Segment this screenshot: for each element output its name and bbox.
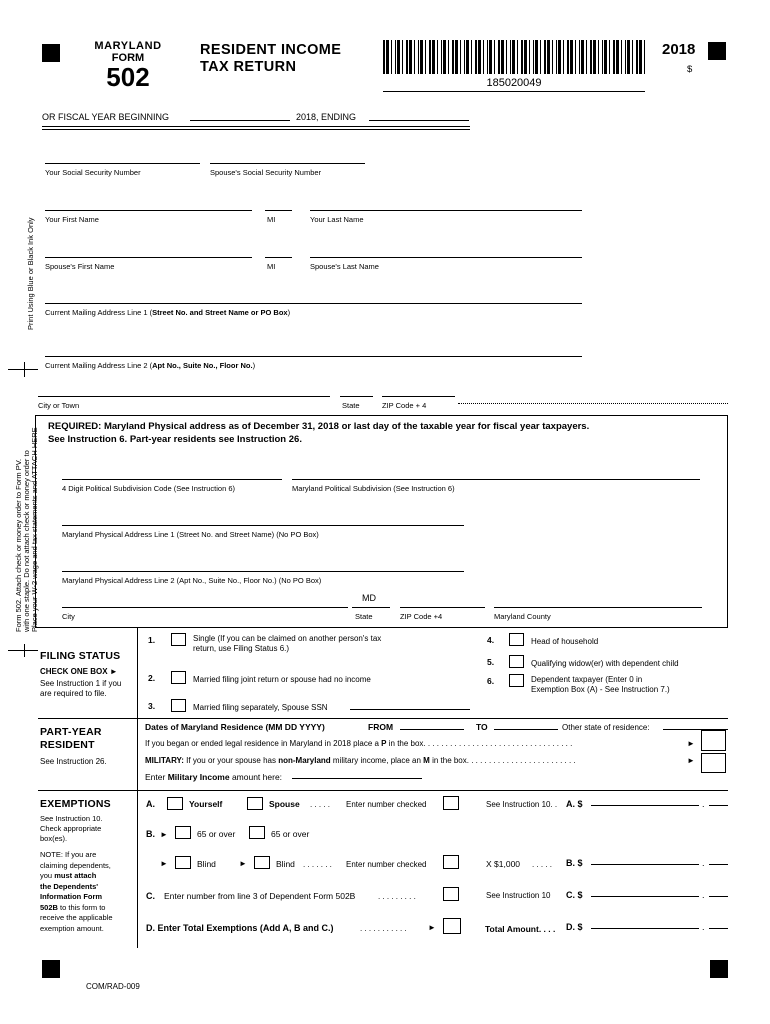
exemption-a-cents-input[interactable]	[709, 793, 728, 806]
other-state-label: Other state of residence:	[562, 723, 650, 732]
exemption-a-count-box[interactable]	[443, 796, 459, 810]
exemption-b-multiplier-label: X $1,000	[486, 859, 521, 869]
p-residence-line: If you began or ended legal residence in Maryland in 2018 place a P in the box. . . . . . . . . . . . . . . . . . . . . . . . . . . . . . . . . .	[145, 739, 573, 748]
filing-option-3-number: 3.	[148, 701, 156, 711]
exemption-c-letter: C.	[146, 891, 155, 901]
filing-option-2-label: Married filing joint return or spouse had no income	[193, 675, 371, 684]
exemption-d-amount-input[interactable]	[591, 916, 699, 929]
zip-label: ZIP Code + 4	[382, 401, 427, 410]
spouse-first-name-input[interactable]	[45, 245, 252, 258]
exemption-c-count-box[interactable]	[443, 887, 459, 901]
mailing-address1-input[interactable]	[45, 291, 582, 304]
fiscal-begin-label: OR FISCAL YEAR BEGINNING	[42, 112, 170, 122]
spouse-ssn-label: Spouse's Social Security Number	[210, 168, 322, 177]
form-word: FORM	[111, 52, 145, 64]
required-heading-line2: See Instruction 6. Part-year residents see Instruction 26.	[48, 434, 302, 445]
filing-option-6-label: Dependent taxpayer (Enter 0 in Exemption Box (A) - See Instruction 7.)	[531, 675, 670, 695]
part-year-title-line1: PART-YEAR	[40, 726, 102, 738]
detach-dotted-line	[458, 402, 728, 404]
filing-status-see-note: See Instruction 1 if you are required to file.	[40, 679, 122, 698]
physical-address2-label: Maryland Physical Address Line 2 (Apt No., Suite No., Floor No.) (No PO Box)	[62, 576, 322, 585]
blind-self-checkbox[interactable]	[175, 856, 191, 869]
part-year-see-note: See Instruction 26.	[40, 757, 107, 766]
other-state-input[interactable]	[663, 717, 728, 730]
enter-number-checked-label-a: Enter number checked	[346, 800, 427, 809]
state-input[interactable]	[340, 384, 373, 397]
physical-county-input[interactable]	[494, 595, 702, 608]
partyear-exemptions-divider	[38, 790, 728, 791]
filing-option-2-checkbox[interactable]	[171, 671, 186, 684]
military-income-label: Enter Military Income amount here:	[145, 772, 283, 782]
attach-note-line2: with one staple. Do not attach check or money order to	[22, 450, 31, 632]
mailing-address2-label: Current Mailing Address Line 2 (Apt No., Suite No., Floor No.)	[45, 361, 256, 370]
exemptions-title: EXEMPTIONS	[40, 798, 111, 810]
exemption-b-letter: B.	[146, 829, 155, 839]
exemption-d-amount-label: D. $	[566, 922, 583, 932]
part-year-title-line2: RESIDENT	[40, 739, 95, 751]
form-code: COM/RAD-009	[86, 982, 140, 991]
form-title	[200, 42, 341, 77]
attach-note-line1: Place your W-2 wage and tax statements and ATTACH HERE	[30, 427, 39, 632]
filing-option-3-label: Married filing separately, Spouse SSN	[193, 703, 328, 712]
filing-option-6-number: 6.	[487, 676, 495, 686]
exemption-c-amount-label: C. $	[566, 890, 583, 900]
corner-mark-top-right	[708, 42, 726, 60]
to-label: TO	[476, 722, 488, 732]
last-name-label: Your Last Name	[310, 215, 364, 224]
decimal-point: .	[702, 922, 705, 932]
yourself-label: Yourself	[189, 799, 223, 809]
exemption-b-amount-label: B. $	[566, 858, 583, 868]
dot-leader: . . . . . . . . . . .	[360, 924, 407, 933]
filing-option-3-checkbox[interactable]	[171, 699, 186, 712]
enter-number-checked-label-b: Enter number checked	[346, 860, 427, 869]
barcode-underline	[383, 91, 645, 92]
city-input[interactable]	[38, 384, 330, 397]
fiscal-end-input[interactable]	[369, 108, 469, 121]
corner-mark-top-left	[42, 44, 60, 62]
state-name: MARYLAND	[94, 40, 162, 52]
mi-input[interactable]	[265, 198, 292, 211]
spouse-last-name-label: Spouse's Last Name	[310, 262, 379, 271]
over65-self-checkbox[interactable]	[175, 826, 191, 839]
b-arrow-icon-3: ►	[239, 859, 247, 868]
exemption-c-cents-input[interactable]	[709, 884, 728, 897]
check-one-box-label: CHECK ONE BOX ►	[40, 667, 118, 676]
filing-partyear-divider	[38, 718, 728, 719]
state-prefill-md: MD	[362, 593, 376, 603]
military-checkbox[interactable]	[701, 753, 726, 773]
exemption-b-amount-input[interactable]	[591, 852, 699, 865]
dot-leader: . . . . .	[532, 860, 553, 869]
physical-city-input[interactable]	[62, 595, 348, 608]
filing-option-5-number: 5.	[487, 657, 495, 667]
exemption-b-cents-input[interactable]	[709, 852, 728, 865]
mailing-address1-label: Current Mailing Address Line 1 (Street No. and Street Name or PO Box)	[45, 308, 291, 317]
physical-city-label: City	[62, 612, 75, 621]
tax-year: 2018	[662, 41, 696, 58]
mi-label: MI	[267, 215, 276, 224]
physical-address2-input[interactable]	[62, 559, 464, 572]
blind-self-label: Blind	[197, 859, 216, 869]
physical-address1-input[interactable]	[62, 513, 464, 526]
section-vertical-divider	[137, 628, 138, 948]
first-name-input[interactable]	[45, 198, 252, 211]
filing-option-6-checkbox[interactable]	[509, 674, 524, 687]
subdivision-name-input[interactable]	[292, 467, 700, 480]
print-ink-note: Print Using Blue or Black Ink Only	[26, 217, 35, 330]
registration-mark-bottom	[8, 650, 38, 651]
exemptions-note: NOTE: If you are claiming dependents, you must attach the Dependents' Information Form 502B to this form to receive the applicable exemption amount.	[40, 850, 113, 933]
b-arrow-icon-2: ►	[160, 859, 168, 868]
residence-to-input[interactable]	[494, 717, 558, 730]
filing-option-1-label: Single (If you can be claimed on another person's tax return, use Filing Status 6.)	[193, 634, 382, 654]
form-title-line2: TAX RETURN	[200, 59, 297, 76]
military-income-input[interactable]	[292, 766, 422, 779]
b-arrow-icon-1: ►	[160, 830, 168, 839]
registration-mark-bottom-tick	[24, 644, 25, 657]
exemption-d-text: D. Enter Total Exemptions (Add A, B and C.)	[146, 923, 334, 933]
military-line: MILITARY: If you or your spouse has non-Maryland military income, place an M in the box. . . . . . . . . . . . . . . . . . . . . . . . .	[145, 756, 576, 765]
subdivision-name-label: Maryland Political Subdivision (See Instruction 6)	[292, 484, 455, 493]
filing-option-4-checkbox[interactable]	[509, 633, 524, 646]
required-heading-line1: REQUIRED: Maryland Physical address as of December 31, 2018 or last day of the taxable year for fiscal year taxpayers.	[48, 421, 590, 432]
corner-mark-bottom-right	[710, 960, 728, 978]
exemption-yourself-checkbox[interactable]	[167, 797, 183, 810]
attach-note-line3: Form 502. Attach check or money order to Form PV.	[14, 458, 23, 632]
currency-symbol: $	[687, 64, 693, 75]
over65-spouse-label: 65 or over	[271, 829, 310, 839]
decimal-point: .	[702, 890, 705, 900]
fiscal-end-label: 2018, ENDING	[296, 112, 357, 122]
subdivision-code-label: 4 Digit Political Subdivision Code (See Instruction 6)	[62, 484, 236, 493]
dot-leader: . . . . . . .	[303, 860, 332, 869]
form-brand	[86, 40, 170, 91]
registration-mark-top-tick	[24, 362, 25, 377]
filing-option-1-checkbox[interactable]	[171, 633, 186, 646]
over65-self-label: 65 or over	[197, 829, 236, 839]
exemption-d-total-box[interactable]	[443, 918, 461, 934]
dot-leader: . . . . . . . . .	[378, 892, 416, 901]
filing-status-title: FILING STATUS	[40, 650, 121, 662]
form-number: 502	[106, 62, 150, 92]
physical-state-input	[352, 595, 390, 608]
exemption-a-amount-input[interactable]	[591, 793, 699, 806]
decimal-point: .	[702, 799, 705, 809]
filing-option-1-number: 1.	[148, 635, 156, 645]
mailing-address2-input[interactable]	[45, 344, 582, 357]
spouse-mi-label: MI	[267, 262, 276, 271]
barcode-number: 185020049	[486, 77, 542, 89]
military-box-arrow-icon: ►	[687, 756, 695, 765]
exemption-a-letter: A.	[146, 799, 155, 809]
physical-state-label: State	[355, 612, 373, 621]
exemption-c-see-label: See Instruction 10	[486, 891, 551, 900]
from-label: FROM	[368, 722, 394, 732]
filing-option-5-checkbox[interactable]	[509, 655, 524, 668]
p-box-arrow-icon: ►	[687, 739, 695, 748]
ssn-label: Your Social Security Number	[45, 168, 141, 177]
state-label: State	[342, 401, 360, 410]
dot-leader: . . . . .	[310, 800, 331, 809]
p-residence-checkbox[interactable]	[701, 730, 726, 751]
filing-option-3-spouse-ssn-input[interactable]	[350, 697, 470, 710]
residence-from-input[interactable]	[400, 717, 464, 730]
last-name-input[interactable]	[310, 198, 582, 211]
filing-option-4-label: Head of household	[531, 637, 599, 646]
total-amount-label: Total Amount. . . .	[485, 924, 556, 934]
first-name-label: Your First Name	[45, 215, 99, 224]
decimal-point: .	[702, 858, 705, 868]
physical-zip-label: ZIP Code +4	[400, 612, 443, 621]
city-label: City or Town	[38, 401, 80, 410]
exemption-spouse-checkbox[interactable]	[247, 797, 263, 810]
physical-zip-input[interactable]	[400, 595, 485, 608]
spouse-ssn-input[interactable]	[210, 151, 365, 164]
exemption-a-amount-label: A. $	[566, 799, 583, 809]
dot-leader: . . . . . . . . . . . . . . . . . . . . . . . . . . . . . . . . .	[427, 739, 573, 748]
spouse-last-name-input[interactable]	[310, 245, 582, 258]
blind-spouse-checkbox[interactable]	[254, 856, 270, 869]
residence-dates-label: Dates of Maryland Residence (MM DD YYYY)	[145, 722, 325, 732]
corner-mark-bottom-left	[42, 960, 60, 978]
check-one-box-arrow-icon: ►	[109, 667, 118, 676]
ssn-input[interactable]	[45, 151, 200, 164]
filing-option-5-label: Qualifying widow(er) with dependent child	[531, 659, 679, 668]
blind-spouse-label: Blind	[276, 859, 295, 869]
physical-address1-label: Maryland Physical Address Line 1 (Street No. and Street Name) (No PO Box)	[62, 530, 319, 539]
exemption-b-count-box[interactable]	[443, 855, 459, 869]
subdivision-code-input[interactable]	[62, 467, 282, 480]
fiscal-double-rule	[42, 126, 470, 130]
exemption-a-see-label: See Instruction 10. .	[486, 800, 558, 809]
barcode	[383, 40, 645, 74]
spouse-label: Spouse	[269, 799, 300, 809]
exemptions-see-note: See Instruction 10. Check appropriate box(es).	[40, 814, 103, 844]
spouse-mi-input[interactable]	[265, 245, 292, 258]
physical-county-label: Maryland County	[494, 612, 551, 621]
exemption-c-text: Enter number from line 3 of Dependent Form 502B	[164, 891, 356, 901]
filing-option-2-number: 2.	[148, 673, 156, 683]
dot-leader: . . . . . . . . . . . . . . . . . . . . . . . .	[471, 756, 576, 765]
spouse-first-name-label: Spouse's First Name	[45, 262, 115, 271]
registration-mark-top	[8, 369, 38, 370]
fiscal-begin-input[interactable]	[190, 108, 290, 121]
filing-option-4-number: 4.	[487, 635, 495, 645]
zip-input[interactable]	[382, 384, 455, 397]
d-total-arrow-icon: ►	[428, 923, 436, 932]
exemption-d-cents-input[interactable]	[709, 916, 728, 929]
over65-spouse-checkbox[interactable]	[249, 826, 265, 839]
exemption-c-amount-input[interactable]	[591, 884, 699, 897]
form-title-line1: RESIDENT INCOME	[200, 42, 342, 58]
